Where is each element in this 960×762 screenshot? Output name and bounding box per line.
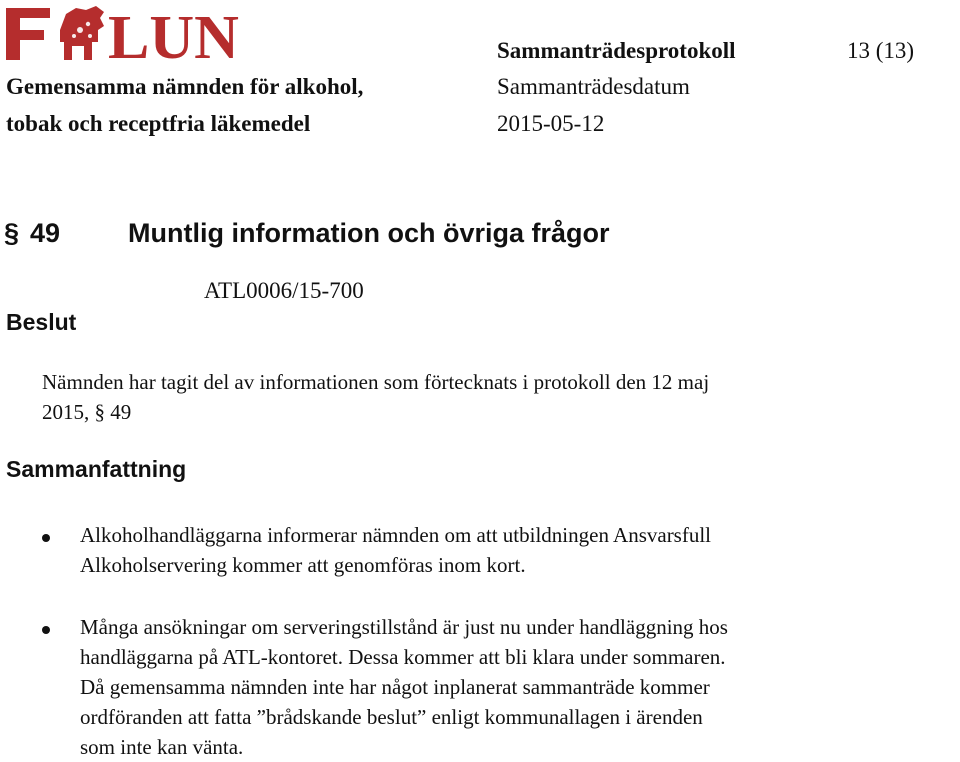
bullet-2-line-2: handläggarna på ATL-kontoret. Dessa kommer att bli klara under sommaren. bbox=[80, 645, 726, 669]
logo-lettering: LUN bbox=[108, 4, 239, 68]
paragraph-sign: § bbox=[4, 218, 20, 248]
falun-logo-mark bbox=[0, 0, 300, 68]
page-number: 13 (13) bbox=[847, 38, 915, 63]
beslut-text-line1: Nämnden har tagit del av informationen som förtecknats i protokoll den 12 maj bbox=[42, 370, 710, 394]
beslut-heading: Beslut bbox=[6, 309, 77, 335]
section-number: 49 bbox=[30, 218, 61, 248]
beslut-text-line2: 2015, § 49 bbox=[42, 400, 132, 424]
bullet-marker bbox=[42, 534, 50, 542]
doc-type: Sammanträdesprotokoll bbox=[497, 38, 736, 63]
case-reference: ATL0006/15-700 bbox=[204, 278, 364, 303]
org-name-line1: Gemensamma nämnden för alkohol, bbox=[6, 74, 364, 99]
org-name-line2: tobak och receptfria läkemedel bbox=[6, 111, 311, 136]
bullet-2-line-3: Då gemensamma nämnden inte har något inplanerat sammanträde kommer bbox=[80, 675, 710, 699]
bullet-1-line-2: Alkoholservering kommer att genomföras inom kort. bbox=[80, 553, 526, 577]
bullet-marker bbox=[42, 626, 50, 634]
bullet-2-line-1: Många ansökningar om serveringstillstånd är just nu under handläggning hos bbox=[80, 615, 728, 639]
section-title: Muntlig information och övriga frågor bbox=[128, 218, 610, 248]
bullet-2-line-4: ordföranden att fatta ”brådskande beslut” enligt kommunallagen i ärenden bbox=[80, 705, 703, 729]
date-value: 2015-05-12 bbox=[497, 111, 605, 136]
bullet-2-line-5: som inte kan vänta. bbox=[80, 735, 244, 759]
sammanfattning-heading: Sammanfattning bbox=[6, 456, 187, 482]
bullet-1-line-1: Alkoholhandläggarna informerar nämnden om att utbildningen Ansvarsfull bbox=[80, 523, 712, 547]
date-label: Sammanträdesdatum bbox=[497, 74, 690, 99]
falun-logo bbox=[0, 0, 300, 68]
